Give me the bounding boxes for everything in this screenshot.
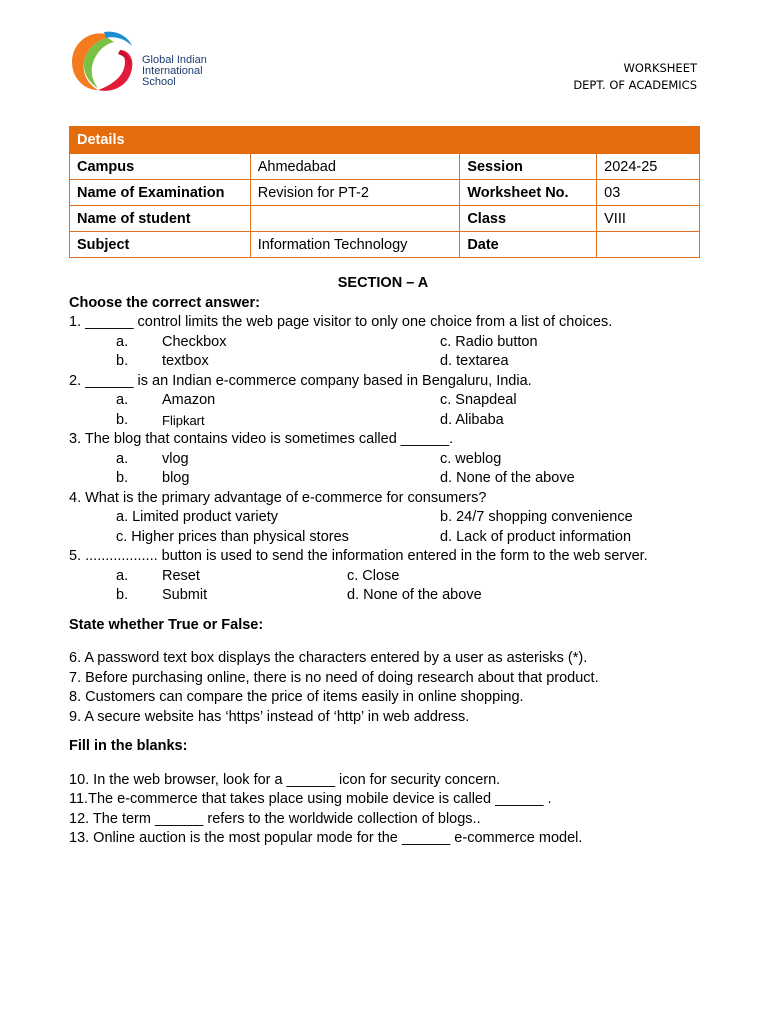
option-row [69,411,709,431]
option-text: Amazon [162,392,216,408]
option-row [69,567,709,587]
true-false-heading: State whether True or False: [69,616,264,633]
fill-blanks-heading: Fill in the blanks: [69,738,188,754]
table-row [70,206,700,232]
logo-line: International [142,65,203,77]
logo-wordmark [142,55,207,88]
field-value: Revision for PT-2 [250,180,460,206]
option-letter: b. [116,587,129,603]
true-false-item: 7. Before purchasing online, there is no need of doing research about that product. [69,669,599,686]
field-label: Worksheet No. [460,180,597,206]
field-value [597,232,700,258]
fill-blank-item: 13. Online auction is the most popular mode for the ______ e-commerce model. [69,830,583,846]
option-row [69,586,709,606]
doc-type: WORKSHEET [623,61,697,75]
option-text: c. Snapdeal [440,392,517,408]
field-value: VIII [597,206,700,232]
table-row [70,232,700,258]
question-2: 2. ______ is an Indian e-commerce company based in Bengaluru, India. [69,372,532,389]
field-value: Information Technology [250,232,460,258]
field-label: Campus [70,154,251,180]
option-letter: a. [116,450,129,467]
table-row [70,154,700,180]
option-text: d. textarea [440,353,509,369]
option-text: c. weblog [440,450,502,467]
field-value [250,206,460,232]
document-header [573,60,697,94]
option-row [69,528,709,548]
fill-blank-item: 10. In the web browser, look for a ______ icon for security concern. [69,771,501,788]
option-text: Checkbox [162,333,227,350]
fill-blank-item: 12. The term ______ refers to the worldwide collection of blogs.. [69,810,481,827]
question-1: 1. ______ control limits the web page visitor to only one choice from a list of choices. [69,314,613,330]
field-value: Ahmedabad [250,154,460,180]
school-logo [68,28,218,98]
option-letter: a. [116,333,129,350]
option-letter: b. [116,411,129,428]
field-label: Session [460,154,597,180]
field-label: Name of Examination [70,180,251,206]
field-value: 2024-25 [597,154,700,180]
option-text: c. Radio button [440,333,538,350]
field-label: Date [460,232,597,258]
question-4: 4. What is the primary advantage of e-commerce for consumers? [69,489,487,506]
option-row [69,450,709,470]
option-text: textbox [162,353,209,369]
field-label: Class [460,206,597,232]
field-label: Name of student [70,206,251,232]
table-row [70,180,700,206]
option-text: Submit [162,587,208,603]
option-text: Reset [162,567,200,584]
option-text: d. None of the above [440,470,575,486]
option-text: a. Limited product variety [116,509,278,525]
true-false-item: 6. A password text box displays the characters entered by a user as asterisks (*). [69,650,588,666]
details-heading: Details [70,127,700,154]
true-false-item: 8. Customers can compare the price of items easily in online shopping. [69,689,524,705]
section-title: SECTION – A [337,275,429,291]
true-false-item: 9. A secure website has ‘https’ instead of ‘http’ in web address. [69,708,470,725]
field-value: 03 [597,180,700,206]
option-text: d. Lack of product information [440,528,632,545]
option-row [69,391,709,411]
option-row [69,469,709,489]
option-letter: b. [116,353,129,369]
details-header-row [70,127,700,154]
option-row [69,333,709,353]
option-text: blog [162,470,190,486]
worksheet-body [69,274,709,849]
option-text: Flipkart [162,412,205,428]
question-5: 5. .................. button is used to send the information entered in the form to the web server. [69,548,648,564]
question-3: 3. The blog that contains video is sometimes called ______. [69,431,454,447]
fill-blank-item: 11.The e-commerce that takes place using mobile device is called ______ . [69,791,552,807]
mcq-heading: Choose the correct answer: [69,294,260,311]
option-text: d. None of the above [347,587,482,603]
option-letter: b. [116,470,129,486]
logo-icon [68,28,138,98]
option-text: d. Alibaba [440,411,504,428]
option-letter: a. [116,567,129,584]
option-row [69,352,709,372]
logo-line: Global Indian [142,54,207,66]
option-text: c. Higher prices than physical stores [116,528,349,545]
option-text: c. Close [347,567,400,584]
field-label: Subject [70,232,251,258]
option-text: b. 24/7 shopping convenience [440,509,633,525]
option-row [69,508,709,528]
department: DEPT. OF ACADEMICS [573,78,697,92]
option-letter: a. [116,392,129,408]
logo-line: School [142,76,176,88]
details-table [69,126,700,258]
option-text: vlog [162,450,189,467]
